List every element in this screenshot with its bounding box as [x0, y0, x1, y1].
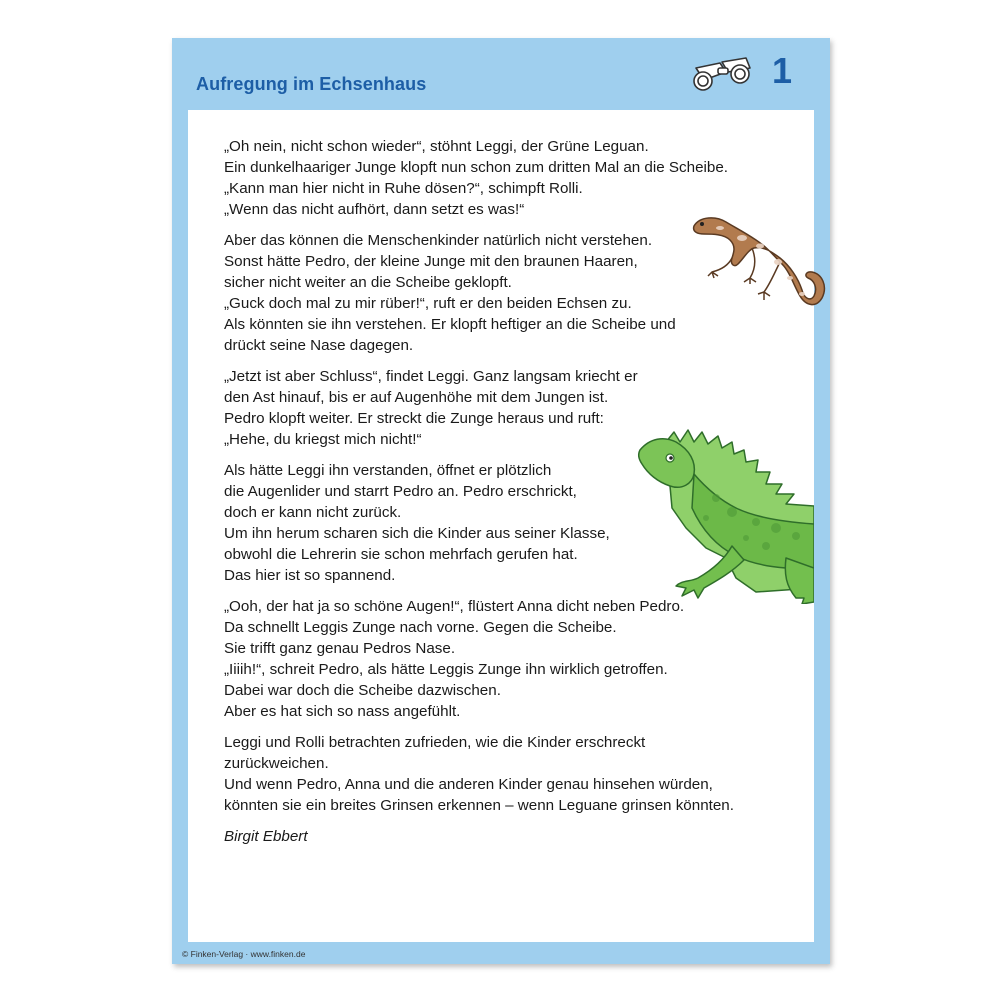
story-line: könnten sie ein breites Grinsen erkennen – wenn Leguane grinsen könnten.	[224, 797, 734, 814]
binoculars-icon	[690, 54, 756, 94]
story-line: Sonst hätte Pedro, der kleine Junge mit den braunen Haaren,	[224, 253, 638, 270]
story-line: „Hehe, du kriegst mich nicht!“	[224, 431, 422, 448]
story-line: „Oh nein, nicht schon wieder“, stöhnt Leggi, der Grüne Leguan.	[224, 138, 649, 155]
worksheet-number: 1	[772, 50, 793, 91]
story-line: Dabei war doch die Scheibe dazwischen.	[224, 682, 501, 699]
story-paragraph	[224, 596, 804, 722]
author-name: Birgit Ebbert	[224, 828, 308, 845]
story-line: Und wenn Pedro, Anna und die anderen Kinder genau hinsehen würden,	[224, 776, 713, 793]
story-line: Aber das können die Menschenkinder natürlich nicht verstehen.	[224, 232, 653, 249]
story-line: den Ast hinauf, bis er auf Augenhöhe mit dem Jungen ist.	[224, 389, 609, 406]
story-line: „Guck doch mal zu mir rüber!“, ruft er den beiden Echsen zu.	[224, 295, 632, 312]
story-line: „Kann man hier nicht in Ruhe dösen?“, schimpft Rolli.	[224, 180, 583, 197]
story-line: sicher nicht weiter an die Scheibe geklopft.	[224, 274, 512, 291]
story-line: Aber es hat sich so nass angefühlt.	[224, 703, 461, 720]
story-line: „Iiiih!“, schreit Pedro, als hätte Leggis Zunge ihn wirklich getroffen.	[224, 661, 668, 678]
gecko-illustration	[690, 212, 834, 332]
text-panel	[188, 110, 814, 942]
story-line: „Ooh, der hat ja so schöne Augen!“, flüstert Anna dicht neben Pedro.	[224, 598, 685, 615]
iguana-illustration	[636, 428, 814, 604]
story-line: Als könnten sie ihn verstehen. Er klopft heftiger an die Scheibe und	[224, 316, 676, 333]
story-line: Leggi und Rolli betrachten zufrieden, wie die Kinder erschreckt	[224, 734, 646, 751]
copyright-footer: © Finken-Verlag · www.finken.de	[182, 949, 306, 959]
story-paragraph	[224, 136, 804, 220]
story-line: drückt seine Nase dagegen.	[224, 337, 414, 354]
story-line: die Augenlider und starrt Pedro an. Pedro erschrickt,	[224, 483, 577, 500]
story-line: Pedro klopft weiter. Er streckt die Zunge heraus und ruft:	[224, 410, 604, 427]
story-line: „Jetzt ist aber Schluss“, findet Leggi. Ganz langsam kriecht er	[224, 368, 638, 385]
worksheet-card	[172, 38, 830, 964]
story-line: „Wenn das nicht aufhört, dann setzt es was!“	[224, 201, 525, 218]
story-line: Um ihn herum scharen sich die Kinder aus seiner Klasse,	[224, 525, 610, 542]
story-line: Sie trifft ganz genau Pedros Nase.	[224, 640, 456, 657]
story-line: Ein dunkelhaariger Junge klopft nun schon zum dritten Mal an die Scheibe.	[224, 159, 729, 176]
page-title: Aufregung im Echsenhaus	[196, 74, 427, 94]
story-line: obwohl die Lehrerin sie schon mehrfach gerufen hat.	[224, 546, 578, 563]
story-line: doch er kann nicht zurück.	[224, 504, 402, 521]
story-line: Als hätte Leggi ihn verstanden, öffnet er plötzlich	[224, 462, 552, 479]
story-paragraph	[224, 732, 804, 816]
story-line: Da schnellt Leggis Zunge nach vorne. Gegen die Scheibe.	[224, 619, 617, 636]
story-line: Das hier ist so spannend.	[224, 567, 396, 584]
story-line: zurückweichen.	[224, 755, 329, 772]
